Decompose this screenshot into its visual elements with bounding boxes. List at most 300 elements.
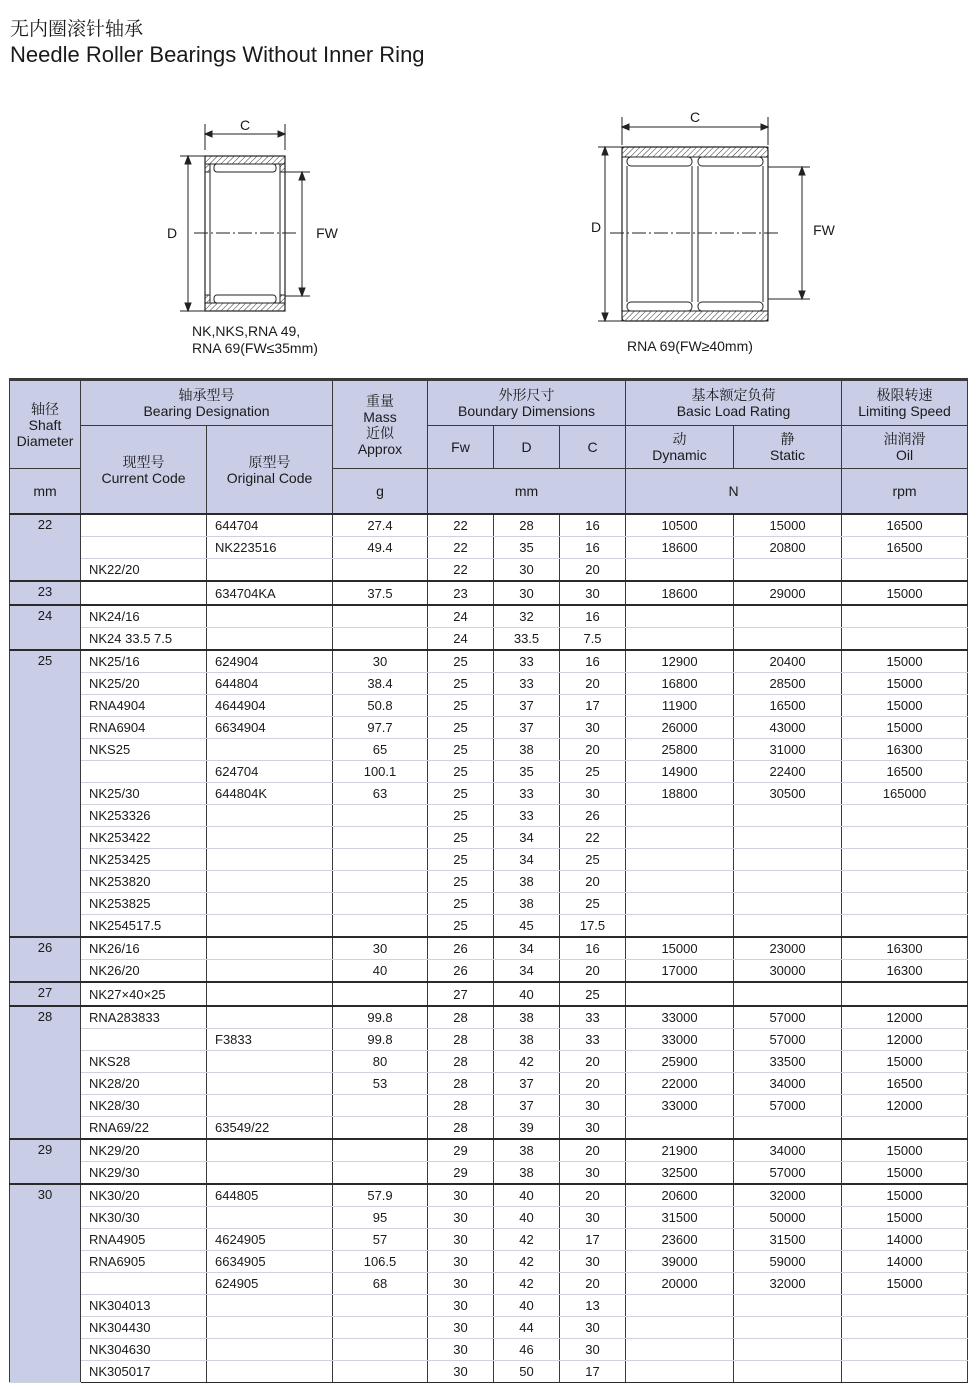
cell-c: 30	[560, 717, 626, 739]
cell-d: 40	[494, 982, 560, 1006]
cell-fw: 30	[428, 1339, 494, 1361]
header-oil: 油润滑 Oil	[842, 426, 968, 469]
cell-fw: 28	[428, 1006, 494, 1029]
table-row	[10, 1139, 968, 1162]
cell-original	[207, 893, 333, 915]
cell-current: NK28/30	[81, 1095, 207, 1117]
cell-current: NK253825	[81, 893, 207, 915]
cell-current: NK253820	[81, 871, 207, 893]
cell-dynamic: 18800	[626, 783, 734, 805]
cell-original	[207, 559, 333, 582]
cell-d: 37	[494, 717, 560, 739]
cell-original	[207, 937, 333, 960]
cell-speed: 15000	[842, 1273, 968, 1295]
cell-speed	[842, 893, 968, 915]
cell-fw: 25	[428, 915, 494, 938]
cell-original: F3833	[207, 1029, 333, 1051]
cell-mass: 27.4	[333, 514, 428, 537]
diagram-caption-left-line1: NK,NKS,RNA 49,	[192, 323, 301, 339]
table-row	[10, 761, 968, 783]
cell-current: NK254517.5	[81, 915, 207, 938]
cell-current: NK25/30	[81, 783, 207, 805]
cell-mass	[333, 1295, 428, 1317]
cell-current	[81, 761, 207, 783]
cell-d: 38	[494, 739, 560, 761]
header-shaft-diameter: 轴径 Shaft Diameter	[10, 380, 81, 469]
cell-c: 30	[560, 1162, 626, 1185]
cell-current: RNA6904	[81, 717, 207, 739]
cell-fw: 25	[428, 805, 494, 827]
cell-dynamic	[626, 871, 734, 893]
cell-current: NK304013	[81, 1295, 207, 1317]
cell-mass: 65	[333, 739, 428, 761]
cell-c: 30	[560, 1339, 626, 1361]
table-row	[10, 1162, 968, 1185]
cell-mass: 68	[333, 1273, 428, 1295]
cell-current: NK28/20	[81, 1073, 207, 1095]
cell-d: 35	[494, 537, 560, 559]
cell-original	[207, 849, 333, 871]
cell-d: 42	[494, 1251, 560, 1273]
table-row	[10, 650, 968, 673]
header-dynamic: 动 Dynamic	[626, 426, 734, 469]
table-row	[10, 1295, 968, 1317]
cell-speed: 16300	[842, 739, 968, 761]
cell-speed	[842, 1339, 968, 1361]
cell-current	[81, 1273, 207, 1295]
cell-original	[207, 915, 333, 938]
cell-speed: 15000	[842, 717, 968, 739]
table-row	[10, 1361, 968, 1383]
table-row	[10, 1317, 968, 1339]
cell-current: RNA6905	[81, 1251, 207, 1273]
cell-original	[207, 805, 333, 827]
cell-speed: 15000	[842, 1184, 968, 1207]
cell-speed	[842, 1117, 968, 1140]
cell-dynamic	[626, 605, 734, 628]
table-row	[10, 581, 968, 605]
cell-mass: 37.5	[333, 581, 428, 605]
bearing-spec-table	[9, 378, 968, 1383]
cell-c: 25	[560, 893, 626, 915]
cell-original	[207, 1207, 333, 1229]
header-original-code: 原型号 Original Code	[207, 426, 333, 515]
cell-c: 25	[560, 982, 626, 1006]
cell-c: 17	[560, 695, 626, 717]
dimension-label-fw: FW	[316, 225, 338, 241]
cell-current: NK26/16	[81, 937, 207, 960]
cell-mass: 30	[333, 937, 428, 960]
cell-c: 30	[560, 1317, 626, 1339]
cell-mass: 30	[333, 650, 428, 673]
table-row	[10, 1339, 968, 1361]
cell-original: 6634905	[207, 1251, 333, 1273]
cell-dynamic: 26000	[626, 717, 734, 739]
cell-mass: 97.7	[333, 717, 428, 739]
cell-fw: 25	[428, 761, 494, 783]
cell-original: 63549/22	[207, 1117, 333, 1140]
cell-d: 33	[494, 783, 560, 805]
cell-current: NK305017	[81, 1361, 207, 1383]
header-static: 静 Static	[734, 426, 842, 469]
cell-fw: 25	[428, 717, 494, 739]
unit-load: N	[626, 469, 842, 515]
cell-original	[207, 1317, 333, 1339]
cell-speed	[842, 849, 968, 871]
cell-fw: 24	[428, 628, 494, 651]
table-row	[10, 537, 968, 559]
cell-static: 20800	[734, 537, 842, 559]
cell-c: 16	[560, 537, 626, 559]
cell-current: NK30/20	[81, 1184, 207, 1207]
cell-speed	[842, 605, 968, 628]
cell-current	[81, 537, 207, 559]
cell-d: 33	[494, 673, 560, 695]
cell-c: 17.5	[560, 915, 626, 938]
cell-d: 37	[494, 695, 560, 717]
cell-original: 4624905	[207, 1229, 333, 1251]
cell-mass	[333, 1317, 428, 1339]
cell-c: 26	[560, 805, 626, 827]
cell-speed: 12000	[842, 1029, 968, 1051]
cell-fw: 28	[428, 1073, 494, 1095]
diagram-caption-right: RNA 69(FW≥40mm)	[627, 338, 753, 354]
cell-static: 57000	[734, 1029, 842, 1051]
cell-speed: 16500	[842, 537, 968, 559]
cell-original	[207, 1006, 333, 1029]
table-row	[10, 893, 968, 915]
cell-original: 6634904	[207, 717, 333, 739]
cell-c: 17	[560, 1229, 626, 1251]
cell-static: 34000	[734, 1073, 842, 1095]
cell-c: 30	[560, 1117, 626, 1140]
cell-c: 20	[560, 673, 626, 695]
cell-mass: 57	[333, 1229, 428, 1251]
header-current-code: 现型号 Current Code	[81, 426, 207, 515]
table-row	[10, 514, 968, 537]
table-row	[10, 937, 968, 960]
cell-original	[207, 827, 333, 849]
cell-static	[734, 893, 842, 915]
table-row	[10, 915, 968, 938]
cell-static	[734, 1295, 842, 1317]
cell-static	[734, 1117, 842, 1140]
table-row	[10, 1251, 968, 1273]
cell-speed: 15000	[842, 650, 968, 673]
cell-c: 20	[560, 1051, 626, 1073]
cell-d: 34	[494, 849, 560, 871]
cell-speed: 15000	[842, 1051, 968, 1073]
table-row	[10, 805, 968, 827]
table-row	[10, 1273, 968, 1295]
cell-c: 30	[560, 1207, 626, 1229]
cell-c: 30	[560, 581, 626, 605]
cell-mass: 106.5	[333, 1251, 428, 1273]
cell-d: 33.5	[494, 628, 560, 651]
cell-original: 644804	[207, 673, 333, 695]
cell-speed: 14000	[842, 1229, 968, 1251]
cell-current: NK304630	[81, 1339, 207, 1361]
cell-speed	[842, 1295, 968, 1317]
cell-mass: 99.8	[333, 1029, 428, 1051]
cell-c: 16	[560, 650, 626, 673]
cell-static	[734, 559, 842, 582]
cell-speed	[842, 559, 968, 582]
cell-original: 624905	[207, 1273, 333, 1295]
cell-c: 17	[560, 1361, 626, 1383]
cell-current: NK22/20	[81, 559, 207, 582]
cell-original: 644704	[207, 514, 333, 537]
cell-shaft-diameter: 29	[10, 1139, 81, 1184]
cell-fw: 25	[428, 893, 494, 915]
cell-mass	[333, 893, 428, 915]
cell-current: RNA69/22	[81, 1117, 207, 1140]
cell-d: 38	[494, 1006, 560, 1029]
cell-fw: 30	[428, 1184, 494, 1207]
cell-dynamic: 15000	[626, 937, 734, 960]
table-row	[10, 849, 968, 871]
cell-dynamic: 11900	[626, 695, 734, 717]
cell-c: 20	[560, 871, 626, 893]
cell-dynamic	[626, 893, 734, 915]
cell-d: 30	[494, 581, 560, 605]
cell-current: RNA4904	[81, 695, 207, 717]
cell-original	[207, 871, 333, 893]
table-row	[10, 1029, 968, 1051]
cell-static	[734, 628, 842, 651]
cell-fw: 22	[428, 514, 494, 537]
cell-dynamic: 20000	[626, 1273, 734, 1295]
cell-c: 16	[560, 514, 626, 537]
table-row	[10, 1207, 968, 1229]
cell-static: 57000	[734, 1095, 842, 1117]
cell-current: NK25/20	[81, 673, 207, 695]
cell-mass: 80	[333, 1051, 428, 1073]
cell-fw: 22	[428, 559, 494, 582]
cell-fw: 25	[428, 871, 494, 893]
cell-dynamic: 16800	[626, 673, 734, 695]
cell-d: 44	[494, 1317, 560, 1339]
cell-d: 34	[494, 960, 560, 983]
cell-c: 20	[560, 1139, 626, 1162]
cell-current: NK24/16	[81, 605, 207, 628]
cell-mass	[333, 1139, 428, 1162]
dimension-label-c: C	[689, 109, 701, 125]
cell-dynamic: 12900	[626, 650, 734, 673]
cell-mass	[333, 1117, 428, 1140]
table-row	[10, 739, 968, 761]
cell-original	[207, 628, 333, 651]
cell-speed	[842, 982, 968, 1006]
cell-current: NK30/30	[81, 1207, 207, 1229]
cell-c: 30	[560, 1095, 626, 1117]
bearing-diagram-nk	[150, 110, 370, 320]
cell-dynamic: 18600	[626, 581, 734, 605]
cell-dynamic	[626, 915, 734, 938]
cell-dynamic	[626, 827, 734, 849]
cell-mass	[333, 1095, 428, 1117]
cell-fw: 30	[428, 1229, 494, 1251]
table-row	[10, 717, 968, 739]
cell-c: 25	[560, 849, 626, 871]
cell-static: 22400	[734, 761, 842, 783]
cell-dynamic	[626, 559, 734, 582]
cell-static	[734, 1361, 842, 1383]
cell-original	[207, 1361, 333, 1383]
cell-d: 40	[494, 1295, 560, 1317]
cell-c: 25	[560, 761, 626, 783]
cell-dynamic	[626, 1317, 734, 1339]
table-row	[10, 1117, 968, 1140]
cell-dynamic: 32500	[626, 1162, 734, 1185]
table-row	[10, 982, 968, 1006]
cell-original	[207, 1073, 333, 1095]
cell-mass	[333, 827, 428, 849]
cell-fw: 23	[428, 581, 494, 605]
cell-static: 16500	[734, 695, 842, 717]
cell-c: 20	[560, 960, 626, 983]
cell-original	[207, 739, 333, 761]
table-row	[10, 827, 968, 849]
cell-c: 22	[560, 827, 626, 849]
cell-speed: 12000	[842, 1095, 968, 1117]
cell-shaft-diameter: 28	[10, 1006, 81, 1139]
unit-mass: g	[333, 469, 428, 515]
cell-static: 43000	[734, 717, 842, 739]
cell-current: NK253422	[81, 827, 207, 849]
cell-current: RNA4905	[81, 1229, 207, 1251]
cell-d: 38	[494, 1162, 560, 1185]
cell-mass: 40	[333, 960, 428, 983]
cell-original	[207, 960, 333, 983]
cell-static: 28500	[734, 673, 842, 695]
cell-speed: 16300	[842, 960, 968, 983]
cell-c: 16	[560, 605, 626, 628]
cell-current: NK27×40×25	[81, 982, 207, 1006]
cell-speed: 15000	[842, 1207, 968, 1229]
cell-original: 644804K	[207, 783, 333, 805]
cell-fw: 28	[428, 1095, 494, 1117]
cell-static: 30000	[734, 960, 842, 983]
cell-shaft-diameter: 30	[10, 1184, 81, 1383]
cell-fw: 28	[428, 1117, 494, 1140]
cell-c: 20	[560, 559, 626, 582]
cell-mass: 95	[333, 1207, 428, 1229]
cell-current	[81, 581, 207, 605]
cell-c: 30	[560, 1251, 626, 1273]
cell-dynamic	[626, 849, 734, 871]
cell-static: 20400	[734, 650, 842, 673]
cell-mass	[333, 871, 428, 893]
cell-mass	[333, 982, 428, 1006]
cell-current: NK29/20	[81, 1139, 207, 1162]
diagram-caption-left-line2: RNA 69(FW≤35mm)	[192, 340, 318, 356]
cell-shaft-diameter: 26	[10, 937, 81, 982]
cell-speed	[842, 1317, 968, 1339]
table-row	[10, 1095, 968, 1117]
header-fw: Fw	[428, 426, 494, 469]
cell-static: 34000	[734, 1139, 842, 1162]
cell-static: 59000	[734, 1251, 842, 1273]
cell-fw: 30	[428, 1295, 494, 1317]
cell-c: 7.5	[560, 628, 626, 651]
table-body	[10, 514, 968, 1383]
cell-original	[207, 1295, 333, 1317]
cell-c: 20	[560, 1273, 626, 1295]
cell-static	[734, 871, 842, 893]
cell-d: 37	[494, 1073, 560, 1095]
cell-static: 57000	[734, 1006, 842, 1029]
cell-mass: 57.9	[333, 1184, 428, 1207]
cell-dynamic: 10500	[626, 514, 734, 537]
cell-mass: 53	[333, 1073, 428, 1095]
cell-fw: 30	[428, 1251, 494, 1273]
cell-dynamic	[626, 1295, 734, 1317]
cell-fw: 29	[428, 1162, 494, 1185]
cell-c: 30	[560, 783, 626, 805]
cell-current: NK253326	[81, 805, 207, 827]
cell-dynamic: 23600	[626, 1229, 734, 1251]
cell-static: 31000	[734, 739, 842, 761]
cell-original	[207, 1162, 333, 1185]
cell-original	[207, 982, 333, 1006]
cell-c: 20	[560, 1073, 626, 1095]
cell-fw: 30	[428, 1273, 494, 1295]
dimension-label-d: D	[590, 219, 602, 235]
cell-dynamic: 18600	[626, 537, 734, 559]
cell-speed: 16300	[842, 937, 968, 960]
cell-mass: 100.1	[333, 761, 428, 783]
cell-c: 20	[560, 1184, 626, 1207]
table-row	[10, 1006, 968, 1029]
cell-original	[207, 1139, 333, 1162]
bearing-diagram-rna69	[580, 105, 850, 330]
page-title-chinese: 无内圈滚针轴承	[10, 18, 144, 40]
cell-dynamic	[626, 1361, 734, 1383]
cell-c: 13	[560, 1295, 626, 1317]
cell-shaft-diameter: 23	[10, 581, 81, 605]
cell-dynamic	[626, 1117, 734, 1140]
cell-fw: 27	[428, 982, 494, 1006]
cell-d: 40	[494, 1207, 560, 1229]
cell-shaft-diameter: 27	[10, 982, 81, 1006]
cell-dynamic: 25800	[626, 739, 734, 761]
header-limiting-speed: 极限转速 Limiting Speed	[842, 380, 968, 426]
cell-fw: 28	[428, 1029, 494, 1051]
cell-static	[734, 849, 842, 871]
cell-c: 33	[560, 1006, 626, 1029]
cell-fw: 22	[428, 537, 494, 559]
cell-speed: 16500	[842, 1073, 968, 1095]
cell-d: 45	[494, 915, 560, 938]
cell-original: 644805	[207, 1184, 333, 1207]
header-bearing-designation: 轴承型号 Bearing Designation	[81, 380, 333, 426]
cell-speed: 165000	[842, 783, 968, 805]
cell-d: 35	[494, 761, 560, 783]
cell-original	[207, 1051, 333, 1073]
cell-static	[734, 982, 842, 1006]
cell-original: 4644904	[207, 695, 333, 717]
unit-shaft: mm	[10, 469, 81, 515]
cell-dynamic: 33000	[626, 1095, 734, 1117]
cell-dynamic: 33000	[626, 1029, 734, 1051]
cell-dynamic: 17000	[626, 960, 734, 983]
cell-static	[734, 827, 842, 849]
cell-mass: 49.4	[333, 537, 428, 559]
cell-mass	[333, 605, 428, 628]
cell-c: 33	[560, 1029, 626, 1051]
cell-shaft-diameter: 24	[10, 605, 81, 650]
